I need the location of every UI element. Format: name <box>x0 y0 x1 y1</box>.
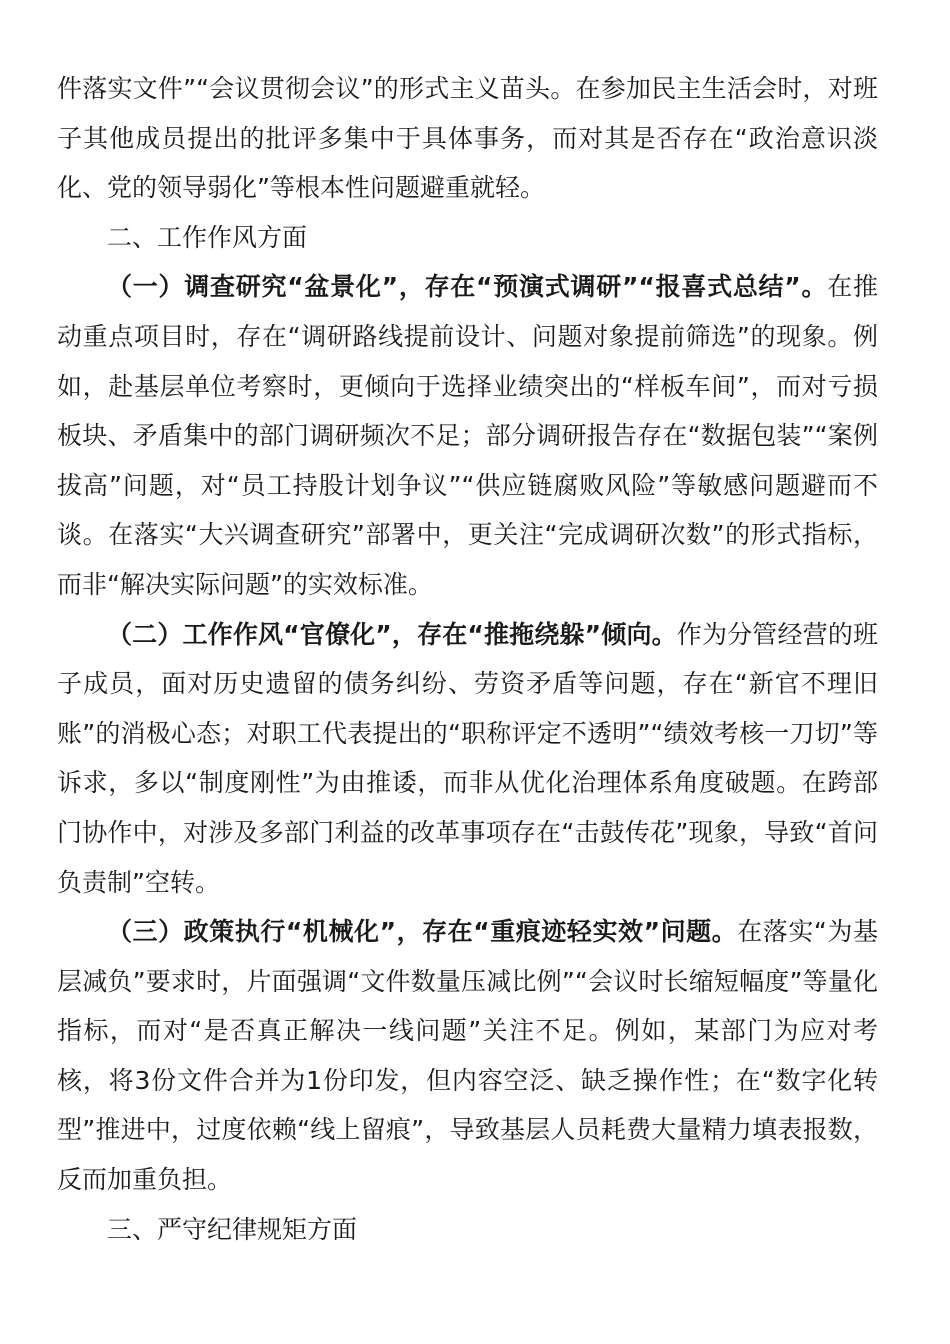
paragraph-item-3 <box>57 907 878 1205</box>
paragraph-continuation: 件落实文件”“会议贯彻会议”的形式主义苗头。在参加民主生活会时，对班子其他成员提出的批评多集中于具体事务，而对其是否存在“政治意识淡化、党的领导弱化”等根本性问题避重就轻。 <box>57 74 878 203</box>
paragraph-item-2 <box>57 610 878 908</box>
item-2-title: （二）工作作风“官僚化”，存在“推拖绕躲”倾向。 <box>107 619 677 649</box>
section-heading-work-style: 二、工作作风方面 <box>107 222 308 252</box>
item-3-body: 在落实“为基层减负”要求时，片面强调“文件数量压减比例”“会议时长缩短幅度”等量化指标，而对“是否真正解决一线问题”关注不足。例如，某部门为应对考核，将3份文件合并为1份印发，但内容空泛、缺乏操作性；在“数字化转型”推进中，过度依赖“线上留痕”，导致基层人员耗费大量精力填表报数，反而加重负担。 <box>57 917 878 1195</box>
section-heading-discipline: 三、严守纪律规矩方面 <box>107 1214 358 1244</box>
item-1-title: （一）调查研究“盆景化”，存在“预演式调研”“报喜式总结”。 <box>107 272 828 302</box>
item-1-body: 在推动重点项目时，存在“调研路线提前设计、问题对象提前筛选”的现象。例如，赴基层单位考察时，更倾向于选择业绩突出的“样板车间”，而对亏损板块、矛盾集中的部门调研频次不足；部分调研报告存在“数据包装”“案例拔高”问题，对“员工持股计划争议”“供应链腐败风险”等敏感问题避而不谈。在落实“大兴调查研究”部署中，更关注“完成调研次数”的形式指标，而非“解决实际问题”的实效标准。 <box>57 272 878 599</box>
item-3-title: （三）政策执行“机械化”，存在“重痕迹轻实效”问题。 <box>107 917 738 947</box>
item-2-body: 作为分管经营的班子成员，面对历史遗留的债务纠纷、劳资矛盾等问题，存在“新官不理旧账”的消极心态；对职工代表提出的“职称评定不透明”“绩效考核一刀切”等诉求，多以“制度刚性”为由推诿，而非从优化治理体系角度破题。在跨部门协作中，对涉及多部门利益的改革事项存在“击鼓传花”现象，导致“首问负责制”空转。 <box>57 619 878 897</box>
paragraph-item-1 <box>57 262 878 609</box>
